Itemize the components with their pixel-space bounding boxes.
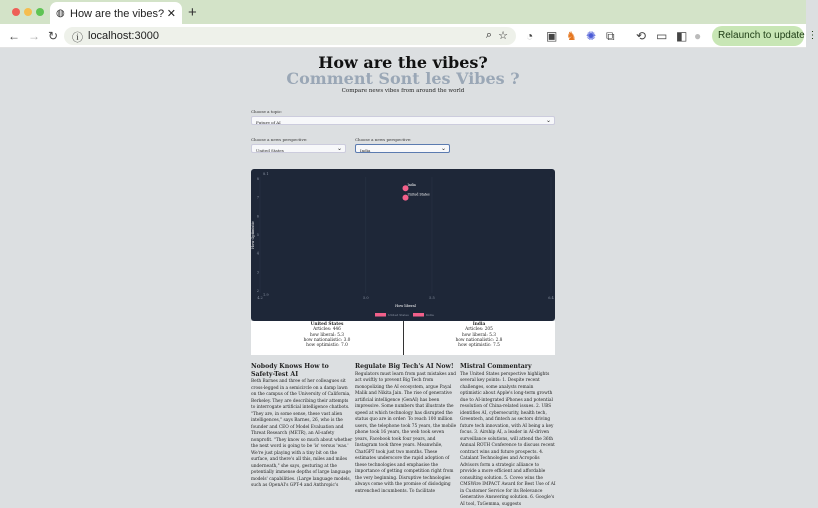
stats-liberal: how liberal: 5.3 (310, 333, 344, 338)
topic-value: Future of AI (256, 120, 281, 125)
stats-nationalistic: how nationalistic: 2.8 (456, 338, 503, 343)
stats-optimistic: how optimistic: 7.5 (458, 343, 500, 348)
x-tick-label: 5.5 (429, 296, 435, 300)
forward-icon[interactable]: → (28, 29, 40, 43)
topic-label: Choose a topic: (251, 109, 282, 114)
perspective2-label: Choose a news perspective: (355, 137, 411, 142)
close-tab-icon[interactable]: ✕ (167, 7, 176, 20)
y-tick-label: 7 (257, 196, 259, 200)
page-title: How are the vibes? (0, 55, 806, 70)
point-label: United States (408, 193, 431, 197)
article-title[interactable]: Regulate Big Tech's AI Now! (355, 363, 458, 371)
relaunch-label: Relaunch to update (718, 30, 805, 41)
sidepanel-icon[interactable]: ◧ (676, 29, 687, 43)
extension-icon[interactable]: ✺ (586, 29, 596, 43)
stats-us (251, 322, 403, 348)
chart-svg (251, 169, 555, 321)
bookmark-star-icon[interactable]: ☆ (498, 29, 508, 42)
chevron-down-icon: ⌄ (337, 145, 342, 152)
y-tick-label: 8.1 (263, 172, 269, 176)
metamask-icon[interactable]: ♞ (566, 29, 577, 43)
y-tick-label: 3 (257, 270, 259, 274)
tagline: Compare news vibes from around the world (0, 88, 806, 95)
stats-country: United States (311, 322, 344, 327)
legend-label: United States (388, 313, 409, 317)
perspective2-select[interactable] (355, 144, 450, 153)
site-info-icon[interactable]: ⓘ (72, 29, 83, 45)
sync-icon[interactable]: ⟲ (636, 29, 646, 43)
profile-avatar[interactable]: ● (694, 29, 701, 43)
article-card (251, 363, 354, 490)
minimize-window-button[interactable] (24, 8, 32, 16)
stats-panel (251, 321, 555, 355)
stats-articles: Articles: 446 (313, 327, 341, 332)
legend-swatch (375, 313, 386, 317)
stats-liberal: how liberal: 5.3 (462, 333, 496, 338)
y-tick-label: 8 (257, 177, 259, 181)
cast-icon[interactable]: ▭ (656, 29, 667, 43)
page-content (0, 48, 806, 490)
new-tab-button[interactable]: + (188, 4, 197, 21)
globe-icon: ◍ (56, 8, 65, 19)
x-axis-label: How liberal (395, 304, 417, 308)
close-window-button[interactable] (12, 8, 20, 16)
article-body: Regulators must learn from past mistakes and act swiftly to prevent Big Tech from monopolizing the AI ecosystem, argue Payal Malik and Nikita Jain. The rise of generative artificial intelligence (GenAI) has been impressive. Some numbers that illustrate the speed at which technology has disrupted the status quo are in order: To reach 100 million users, the telephone took 75 years, the mobile phone took 16 years, the web took seven years, Facebook took four years, and Instagram took three years. Meanwhile, ChatGPT took just two months. These estimates underscore the rapid adoption of these technologies and emphasise the importance of getting competition right from the very beginning. Disruptive technologies always come with the promise of dislodging entrenched incumbents. To facilitate (355, 372, 458, 496)
browser-tab[interactable] (50, 2, 182, 24)
chevron-down-icon: ⌄ (441, 145, 446, 152)
stats-india (403, 322, 555, 348)
y-tick-label: 6 (257, 214, 259, 218)
url-text: localhost:3000 (88, 30, 159, 42)
page-subtitle: Comment Sont les Vibes ? (0, 71, 806, 86)
legend-label: India (426, 313, 434, 317)
relaunch-button[interactable]: Relaunch to update ⋮ (712, 26, 804, 46)
perspective1-value: United States (256, 148, 284, 153)
y-tick-label: 2 (257, 289, 259, 293)
y-tick-label: 4 (257, 252, 260, 256)
tab-title: How are the vibes? (70, 8, 164, 20)
back-icon[interactable]: ← (8, 29, 20, 43)
x-tick-label: 6.4 (548, 296, 554, 300)
stats-articles: Articles: 205 (465, 327, 493, 332)
stats-country: India (473, 322, 486, 327)
article-title[interactable]: Nobody Knows How to Safety-Test AI (251, 363, 354, 378)
scatter-chart (251, 169, 555, 321)
article-body: Beth Barnes and three of her colleagues sit cross-legged in a semicircle on a damp lawn on the campus of the University of California, Berkeley. They are describing their attempts to interrogate artificial intelligence chatbots. "They are, in some sense, these vast alien intelligences," says Barnes, 26, who is the founder and CEO of Model Evaluation and Threat Research (METR), an AI-safety nonprofit. "They know so much about whether the next word is going to be 'is' versus 'was.' We're just playing with a tiny bit on the surface, and there's all this, miles and miles underneath," she says, gesturing at the potentially immense depths of large language models' capabilities. (Large language models, such as OpenAI's GPT-4 and Anthropic's (251, 379, 354, 490)
stats-nationalistic: how nationalistic: 3.0 (304, 338, 351, 343)
extension-icon[interactable]: ◔ (526, 29, 533, 43)
address-bar[interactable] (64, 27, 516, 45)
stats-optimistic: how optimistic: 7.0 (306, 343, 348, 348)
article-body: The United States perspective highlights several key points: 1. Despite recent challenges, some analysts remain optimistic about Apple's long-term growth due to AI-integrated iPhones and potential resolution of China-related issues. 2. UBS identifies AI, cybersecurity, health tech, Greentech, and fintech as sectors driving future tech innovation, with AI being a key focus. 3. Airship AI, a leader in AI-driven surveillance solutions, will attend the 36th Annual ROTH Conference to discuss recent contract wins and future prospects. 4. Catalant Technologies and Acropolis Advisors form a strategic alliance to provide a more efficient and affordable consulting solution. 5. Coveo wins the CMSWire IMPACT Award for Best Use of AI in Customer Service for its Relevance Generative Answering solution. 6. Google's AI tool, TxGemma, suggests (460, 372, 556, 508)
zoom-icon[interactable]: ⌕ (486, 29, 492, 42)
y-tick-label: 5 (257, 233, 259, 237)
chevron-down-icon: ⌄ (546, 117, 551, 124)
maximize-window-button[interactable] (36, 8, 44, 16)
legend-swatch (413, 313, 424, 317)
extensions-puzzle-icon[interactable]: ⧉ (606, 29, 615, 44)
perspective2-value: India (360, 148, 370, 153)
x-tick-label: 4.2 (257, 296, 263, 300)
extension-icon[interactable]: ▣ (546, 29, 557, 43)
x-tick-label: 5.0 (363, 296, 369, 300)
perspective1-label: Choose a news perspective: (251, 137, 307, 142)
mistral-commentary (460, 363, 556, 508)
point-label: India (408, 183, 416, 187)
y-axis-label: How Optimistic (251, 221, 255, 249)
topic-select[interactable] (251, 116, 555, 125)
browser-toolbar (0, 24, 806, 48)
y-tick-label: 1.9 (263, 293, 269, 297)
article-title: Mistral Commentary (460, 363, 556, 371)
tab-bar (0, 0, 806, 24)
perspective1-select[interactable] (251, 144, 346, 153)
reload-icon[interactable]: ↻ (48, 29, 58, 43)
article-card (355, 363, 458, 495)
